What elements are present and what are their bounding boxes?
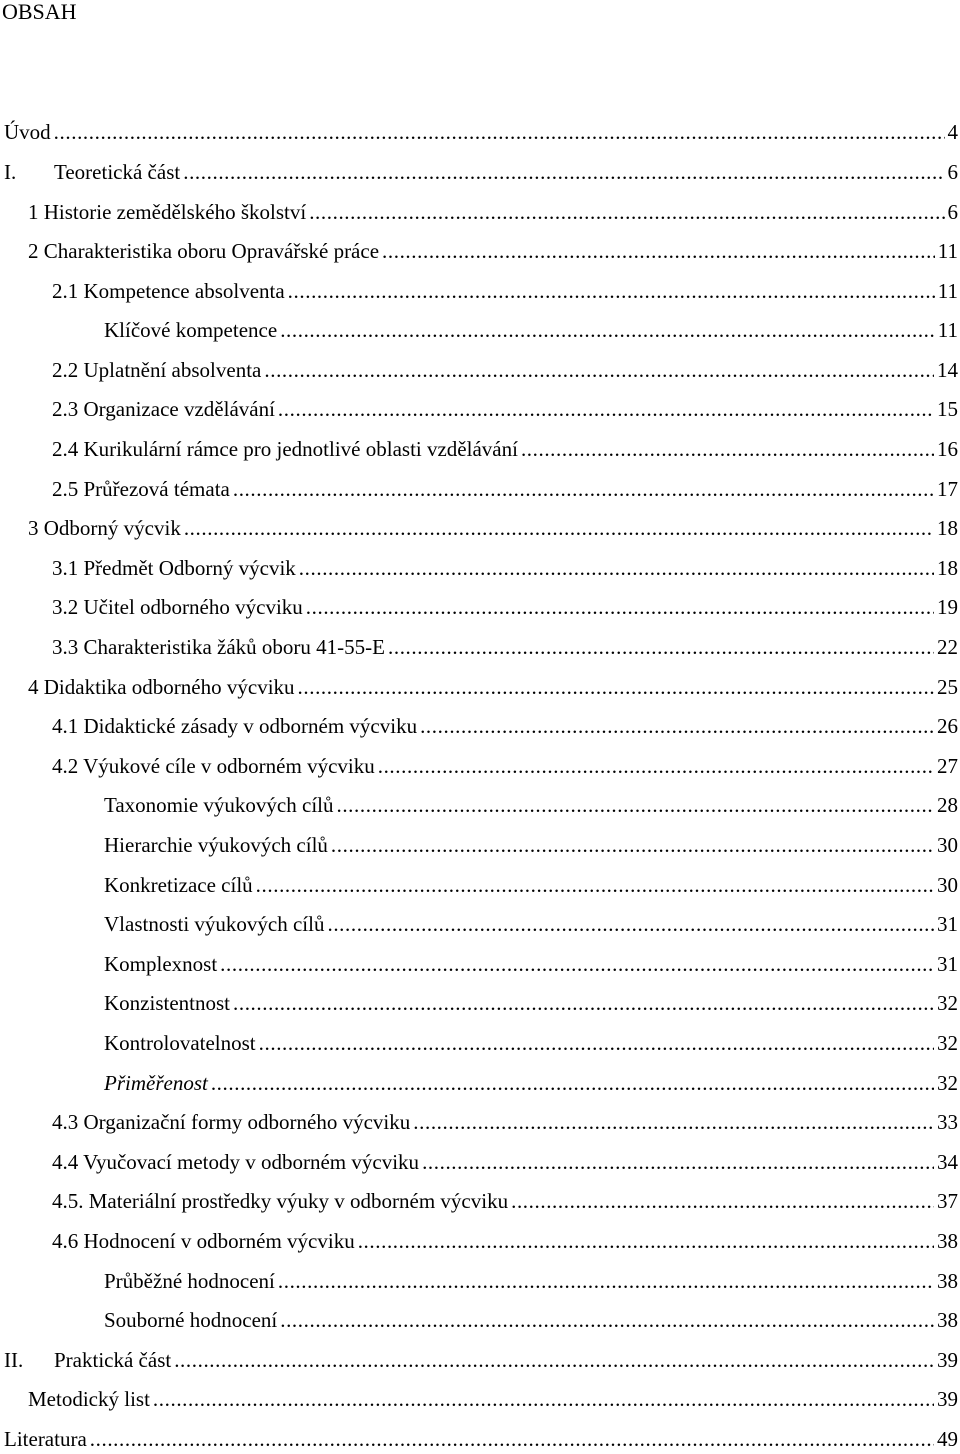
toc-dot-leader	[309, 197, 944, 227]
toc-entry-hodnoceni[interactable]	[52, 1226, 958, 1256]
toc-entry-label: 4.6 Hodnocení v odborném výcviku	[52, 1229, 355, 1253]
toc-entry-label: Souborné hodnocení	[104, 1308, 278, 1332]
toc-entry-taxonomie[interactable]	[104, 790, 958, 820]
toc-page-number: 19	[937, 595, 958, 619]
toc-dot-leader	[183, 157, 944, 187]
toc-entry-label: 2.3 Organizace vzdělávání	[52, 397, 275, 421]
toc-entry-materialni-prostredky[interactable]	[52, 1186, 958, 1216]
toc-entry-label: Literatura	[4, 1427, 87, 1451]
toc-entry-label: Konkretizace cílů	[104, 873, 253, 897]
toc-page-number: 39	[937, 1387, 958, 1411]
toc-page-number: 11	[937, 279, 958, 303]
toc-entry-label: 4.4 Vyučovací metody v odborném výcviku	[52, 1150, 420, 1174]
toc-page-number: 38	[937, 1229, 958, 1253]
toc-entry-uvod[interactable]	[4, 117, 958, 147]
toc-page-number: 25	[937, 675, 958, 699]
toc-dot-leader	[331, 830, 934, 860]
toc-entry-komplexnost[interactable]	[104, 949, 958, 979]
toc-entry-vlastnosti[interactable]	[104, 909, 958, 939]
toc-entry-label: Průběžné hodnocení	[104, 1269, 275, 1293]
toc-entry-label: 3.2 Učitel odborného výcviku	[52, 595, 303, 619]
toc-entry-label: 2 Charakteristika oboru Opravářské práce	[28, 239, 380, 263]
toc-entry-label: 1 Historie zemědělského školství	[28, 200, 307, 224]
toc-dot-leader	[382, 236, 935, 266]
toc-dot-leader	[278, 394, 934, 424]
toc-dot-leader	[54, 117, 945, 147]
toc-page-number: 15	[937, 397, 958, 421]
toc-entry-label: Úvod	[4, 120, 51, 144]
toc-entry-kontrolovatelnost[interactable]	[104, 1028, 958, 1058]
toc-entry-klicove-kompetence[interactable]	[104, 315, 958, 345]
toc-entry-vyucovaci-metody[interactable]	[52, 1147, 958, 1177]
toc-dot-leader	[336, 790, 934, 820]
toc-entry-label: 2.5 Průřezová témata	[52, 477, 230, 501]
toc-page-number: 26	[937, 714, 958, 738]
toc-page-number: 38	[937, 1308, 958, 1332]
toc-dot-leader	[298, 672, 934, 702]
toc-dot-leader	[388, 632, 934, 662]
toc-entry-kompetence-absolventa[interactable]	[52, 276, 958, 306]
toc-page-number: 49	[937, 1427, 958, 1451]
toc-dot-leader	[90, 1424, 934, 1454]
toc-page-number: 32	[937, 1071, 958, 1095]
toc-entry-odborny-vycvik[interactable]	[28, 513, 958, 543]
toc-dot-leader	[184, 513, 934, 543]
toc-entry-label: Kontrolovatelnost	[104, 1031, 256, 1055]
toc-entry-label: 2.1 Kompetence absolventa	[52, 279, 285, 303]
toc-entry-organizace-vzdelavani[interactable]	[52, 394, 958, 424]
toc-entry-label: 4.3 Organizační formy odborného výcviku	[52, 1110, 411, 1134]
toc-entry-hierarchie[interactable]	[104, 830, 958, 860]
toc-entry-label: Klíčové kompetence	[104, 318, 278, 342]
toc-dot-leader	[306, 592, 934, 622]
toc-entry-label: 3.1 Předmět Odborný výcvik	[52, 556, 296, 580]
toc-page-number: 6	[947, 200, 958, 224]
toc-entry-label: 2.2 Uplatnění absolventa	[52, 358, 262, 382]
toc-dot-leader	[233, 988, 934, 1018]
toc-dot-leader	[153, 1384, 934, 1414]
toc-entry-prakticka-cast[interactable]	[4, 1345, 958, 1375]
toc-dot-leader	[327, 909, 934, 939]
toc-entry-konzistentnost[interactable]	[104, 988, 958, 1018]
toc-entry-predmet-odborny-vycvik[interactable]	[52, 553, 958, 583]
toc-entry-organizacni-formy[interactable]	[52, 1107, 958, 1137]
toc-entry-didakticke-zasady[interactable]	[52, 711, 958, 741]
toc-entry-label: Metodický list	[28, 1387, 150, 1411]
toc-entry-label: Komplexnost	[104, 952, 218, 976]
toc-entry-label: 4.5. Materiální prostředky výuky v odborném výcviku	[52, 1189, 509, 1213]
toc-entry-label: 4.2 Výukové cíle v odborném výcviku	[52, 754, 375, 778]
toc-page-number: 22	[937, 635, 958, 659]
toc-page-number: 39	[937, 1348, 958, 1372]
toc-entry-uplatneni-absolventa[interactable]	[52, 355, 958, 385]
toc-dot-leader	[420, 711, 934, 741]
toc-dot-leader	[378, 751, 934, 781]
toc-entry-souborne-hodnoceni[interactable]	[104, 1305, 958, 1335]
toc-page-number: 14	[937, 358, 958, 382]
toc-page-number: 38	[937, 1269, 958, 1293]
toc-entry-label: Konzistentnost	[104, 991, 230, 1015]
toc-dot-leader	[511, 1186, 934, 1216]
toc-entry-historie[interactable]	[28, 197, 958, 227]
toc-entry-label: 3 Odborný výcvik	[28, 516, 181, 540]
toc-entry-label: 4.1 Didaktické zásady v odborném výcviku	[52, 714, 418, 738]
toc-entry-label: Teoretická část	[54, 160, 181, 184]
toc-page-number: 37	[937, 1189, 958, 1213]
toc-page-number: 18	[937, 556, 958, 580]
toc-entry-konkretizace[interactable]	[104, 870, 958, 900]
toc-dot-leader	[299, 553, 934, 583]
toc-page-number: 30	[937, 833, 958, 857]
toc-page-number: 6	[947, 160, 958, 184]
toc-dot-leader	[358, 1226, 934, 1256]
toc-entry-vyukove-cile[interactable]	[52, 751, 958, 781]
toc-entry-literatura[interactable]	[4, 1424, 958, 1454]
toc-entry-charakteristika-oboru[interactable]	[28, 236, 958, 266]
toc-entry-teoreticka-cast[interactable]	[4, 157, 958, 187]
toc-entry-label: Přiměřenost	[104, 1071, 208, 1095]
toc-entry-label: 3.3 Charakteristika žáků oboru 41-55-E	[52, 635, 385, 659]
toc-entry-label: Hierarchie výukových cílů	[104, 833, 328, 857]
toc-entry-charakteristika-zaku[interactable]	[52, 632, 958, 662]
toc-entry-label: Praktická část	[54, 1348, 172, 1372]
toc-entry-label: Vlastnosti výukových cílů	[104, 912, 325, 936]
toc-dot-leader	[264, 355, 934, 385]
toc-dot-leader	[280, 315, 935, 345]
toc-entry-ucitel-odborneho-vycviku[interactable]	[52, 592, 958, 622]
toc-page-number: 11	[937, 318, 958, 342]
page-title: OBSAH	[2, 0, 77, 24]
toc-part-number: I.	[4, 160, 17, 184]
toc-dot-leader	[288, 276, 935, 306]
toc-entry-label: 2.4 Kurikulární rámce pro jednotlivé oblasti vzdělávání	[52, 437, 518, 461]
toc-dot-leader	[174, 1345, 934, 1375]
toc-entry-primerenost[interactable]	[104, 1068, 958, 1098]
toc-entry-prubezne-hodnoceni[interactable]	[104, 1266, 958, 1296]
toc-page-number: 34	[937, 1150, 958, 1174]
toc-page-number: 32	[937, 1031, 958, 1055]
toc-entry-label: 4 Didaktika odborného výcviku	[28, 675, 295, 699]
toc-dot-leader	[220, 949, 934, 979]
toc-page-number: 17	[937, 477, 958, 501]
toc-entry-kurikularni-ramce[interactable]	[52, 434, 958, 464]
toc-dot-leader	[422, 1147, 934, 1177]
toc-page-number: 31	[937, 952, 958, 976]
toc-entry-didaktika[interactable]	[28, 672, 958, 702]
toc-entry-metodicky-list[interactable]	[28, 1384, 958, 1414]
toc-page-number: 28	[937, 793, 958, 817]
toc-page-number: 30	[937, 873, 958, 897]
toc-page-number: 32	[937, 991, 958, 1015]
toc-page-number: 16	[937, 437, 958, 461]
toc-page-number: 18	[937, 516, 958, 540]
toc-page-number: 27	[937, 754, 958, 778]
toc-part-number: II.	[4, 1348, 24, 1372]
toc-entry-label: Taxonomie výukových cílů	[104, 793, 334, 817]
toc-entry-prurezova-temata[interactable]	[52, 474, 958, 504]
toc-dot-leader	[211, 1068, 934, 1098]
toc-dot-leader	[280, 1305, 934, 1335]
toc-page-number: 11	[937, 239, 958, 263]
toc-dot-leader	[256, 870, 934, 900]
toc-dot-leader	[521, 434, 934, 464]
toc-dot-leader	[259, 1028, 934, 1058]
toc-dot-leader	[278, 1266, 934, 1296]
toc-dot-leader	[233, 474, 934, 504]
toc-page-number: 31	[937, 912, 958, 936]
toc-page-number: 4	[947, 120, 958, 144]
toc-page-number: 33	[937, 1110, 958, 1134]
toc-dot-leader	[413, 1107, 934, 1137]
